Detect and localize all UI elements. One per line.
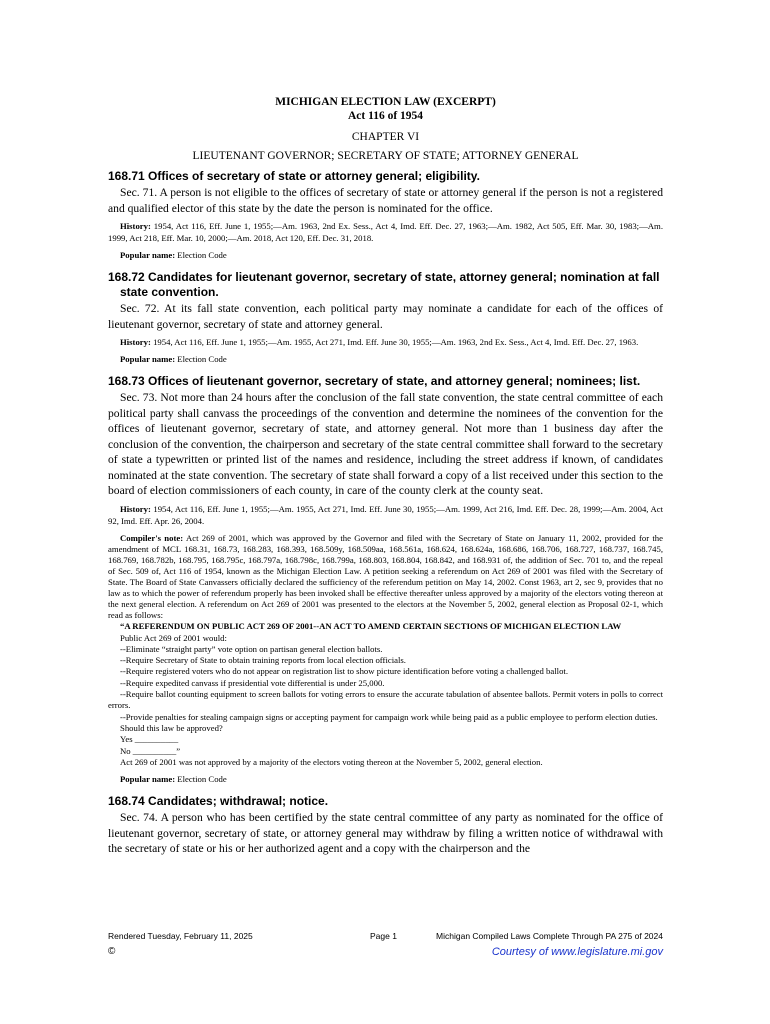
page-number: Page 1: [370, 931, 397, 941]
history-label: History:: [120, 221, 151, 231]
popular-name-label: Popular name:: [120, 354, 176, 364]
referendum-line: Act 269 of 2001 was not approved by a majority of the electors voting thereon at the November 5, 2002, general election.: [120, 756, 543, 767]
courtesy-link[interactable]: Courtesy of www.legislature.mi.gov: [491, 946, 663, 958]
section-popular-name-168-73: [108, 773, 663, 785]
section-heading-168-71: 168.71 Offices of secretary of state or attorney general; eligibility.: [108, 169, 480, 183]
history-label: History:: [120, 503, 151, 514]
section-body-168-72: Sec. 72. At its fall state convention, each political party may nominate a candidate for each of the offices of lieutenant governor, secretary of state and attorney general.: [108, 302, 663, 331]
section-history-168-72: [108, 336, 663, 348]
section-body-168-74: Sec. 74. A person who has been certified by the state central committee of any party as nominated for the office of lieutenant governor, secretary of state, or attorney general may withdraw by filing a written notice of withdrawal with the secretary of state or his or her authorized agent and a copy with the chairperson and the: [108, 811, 663, 856]
history-text: 1954, Act 116, Eff. June 1, 1955;—Am. 1955, Act 271, Imd. Eff. June 30, 1955;—Am. 1999, Act 216, Imd. Eff. Dec. 28, 1999;—Am. 2004, Act 92, Imd. Eff. Apr. 26, 2004.: [108, 503, 663, 526]
document-page: [108, 95, 663, 857]
chapter-subject: LIEUTENANT GOVERNOR; SECRETARY OF STATE; ATTORNEY GENERAL: [192, 150, 579, 162]
referendum-line: --Eliminate “straight party” vote option on partisan general election ballots.: [120, 643, 383, 654]
section-heading-168-73: 168.73 Offices of lieutenant governor, secretary of state, and attorney general; nominees; list.: [108, 374, 641, 388]
compilers-note-label: Compiler's note:: [120, 532, 184, 543]
history-label: History:: [120, 337, 151, 347]
popular-name-text: Election Code: [175, 354, 227, 364]
compilers-note-text: Act 269 of 2001, which was approved by the Governor and filed with the Secretary of State on January 11, 2002, provided for the amendment of MCL 168.31, 168.73, 168.283, 168.393, 168.509y, 168.509aa, 168.561a, 168.624, 168.624a, 168.686, 168.706, 168.727, 168.737, 168.745, 168.769, 168.782b, 168.795, 168.795c, 168.797a, 168.798c, 168.799a, 168.803, 168.804, 168.842, and 168.931 of, the addition of Sec. 701 to, and the repeal of Sec. 509 of, Act 116 of 1954, known as the Michigan Election Law. A petition seeking a referendum on Act 269 of 2001 was filed with the Secretary of State. The Board of State Canvassers officially declared the sufficiency of the referendum petition on May 14, 2002. Const 1963, art 2, sec 9, provides that no law as to which the power of referendum properly has been invoked shall be effective thereafter unless approved by a majority of the electors voting thereon at the next general election. A referendum on Act 269 of 2001 was presented to the electors at the November 5, 2002, general election as Proposal 02-1, which read as follows:: [108, 532, 663, 621]
referendum-line: --Provide penalties for stealing campaign signs or accepting payment for campaign work while being paid as a public employee to perform election duties.: [120, 711, 658, 722]
section-heading-168-74: 168.74 Candidates; withdrawal; notice.: [108, 794, 329, 809]
popular-name-label: Popular name:: [120, 774, 176, 785]
section-popular-name-168-72: [108, 353, 663, 365]
section-history-168-73: [108, 503, 663, 527]
referendum-line: --Require ballot counting equipment to screen ballots for voting errors to ensure the accurate tabulation of absentee ballots. Permit voters in polls to correct errors.: [108, 689, 663, 711]
popular-name-label: Popular name:: [120, 250, 176, 260]
popular-name-text: Election Code: [175, 774, 227, 785]
referendum-line: --Require registered voters who do not appear on registration list to show picture identification before voting a challenged ballot.: [120, 666, 568, 677]
referendum-line: --Require Secretary of State to obtain training reports from local election officials.: [120, 655, 406, 666]
section-body-168-71: Sec. 71. A person is not eligible to the offices of secretary of state or attorney general if the person is not a registered and qualified elector of this state by the date the person is nominated for the office.: [108, 186, 663, 215]
section-heading-168-72: 168.72 Candidates for lieutenant governor, secretary of state, attorney general; nomination at fall state convention.: [108, 270, 660, 299]
referendum-line: No __________”: [120, 745, 181, 756]
referendum-line: --Require expedited canvass if presidential vote differential is under 25,000.: [120, 677, 385, 688]
compilers-note: [108, 533, 663, 622]
referendum-title: “A REFERENDUM ON PUBLIC ACT 269 OF 2001--AN ACT TO AMEND CERTAIN SECTIONS OF MICHIGAN ELECTION LAW: [120, 621, 622, 632]
section-body-168-73: Sec. 73. Not more than 24 hours after the conclusion of the fall state convention, the state central committee of each political party shall canvass the proceedings of the convention and determine the nominees of the convention for the offices of lieutenant governor, secretary of state, and attorney general. Not more than 1 business day after the conclusion of the convention, the chairperson and secretary of the state central committee shall forward to the secretary of state a typewritten or printed list of the names and residence, including the street address if known, of candidates nominated at the state convention. The secretary of state shall forward a copy of a list received under this section to the board of election commissioners of each county, in care of the county clerk at the county seat.: [108, 391, 663, 497]
referendum-line: Should this law be approved?: [120, 722, 223, 733]
referendum-line: Yes __________: [120, 734, 179, 745]
popular-name-text: Election Code: [175, 250, 227, 260]
copyright-symbol: ©: [108, 946, 116, 957]
document-title: MICHIGAN ELECTION LAW (EXCERPT): [275, 96, 496, 108]
section-popular-name-168-71: [108, 249, 663, 261]
compiled-through: Michigan Compiled Laws Complete Through PA 275 of 2024: [436, 931, 663, 941]
referendum-line: Public Act 269 of 2001 would:: [120, 632, 227, 643]
rendered-date: Rendered Tuesday, February 11, 2025: [108, 931, 253, 941]
history-text: 1954, Act 116, Eff. June 1, 1955;—Am. 1955, Act 271, Imd. Eff. June 30, 1955;—Am. 1963, 2nd Ex. Sess., Act 4, Imd. Eff. Dec. 27, 1963.: [150, 337, 639, 347]
page-footer: [108, 931, 663, 943]
act-title: Act 116 of 1954: [347, 110, 424, 122]
page-footer-secondary: [108, 946, 663, 960]
chapter-title: CHAPTER VI: [351, 131, 420, 143]
section-history-168-71: [108, 220, 663, 244]
history-text: 1954, Act 116, Eff. June 1, 1955;—Am. 1963, 2nd Ex. Sess., Act 4, Imd. Eff. Dec. 27, 1963;—Am. 1982, Act 505, Eff. Mar. 30, 1983;—Am. 1999, Act 218, Eff. Mar. 10, 2000;—Am. 2018, Act 120, Eff. Dec. 31, 2018.: [108, 221, 663, 243]
